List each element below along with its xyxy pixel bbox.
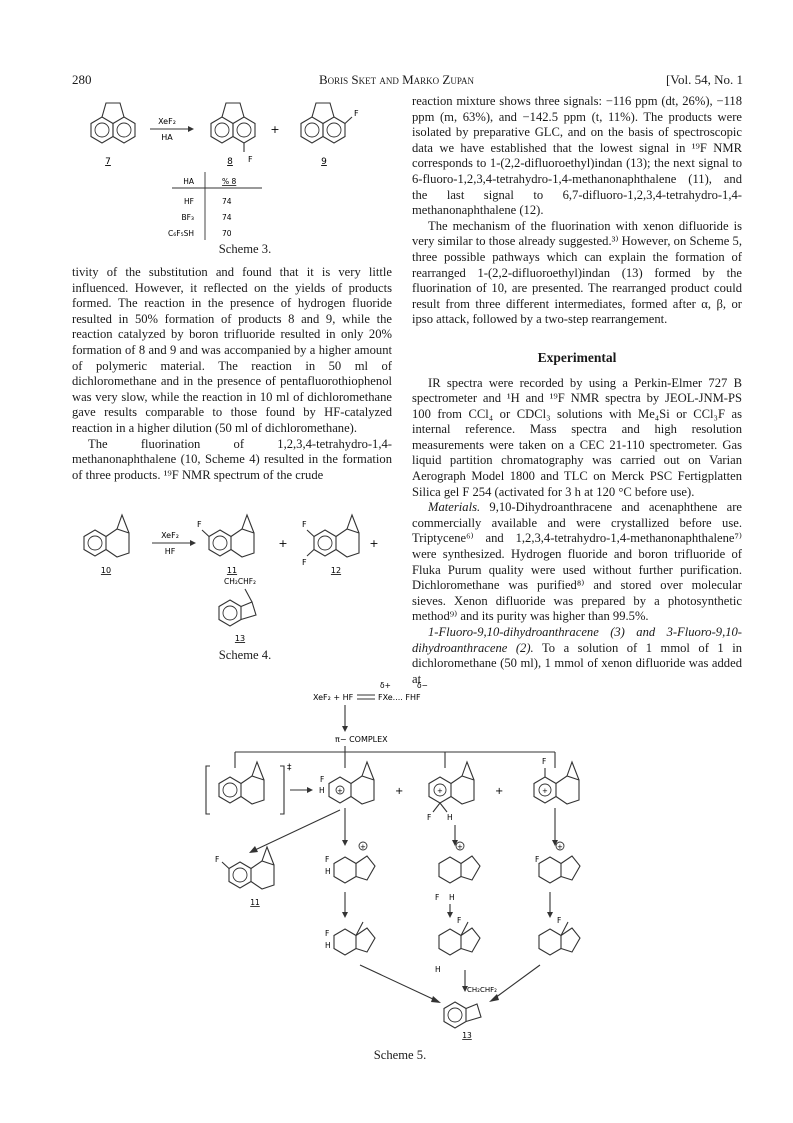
cation-a-charge: + — [360, 843, 366, 851]
scheme-3-caption: Scheme 3. — [218, 242, 272, 256]
intermediate-3c — [539, 922, 580, 955]
int-3c-fluorine: F — [557, 916, 562, 925]
scheme-3-diagram — [72, 92, 402, 264]
ipso-intermediate-structure — [534, 762, 579, 804]
scheme3-table-header-pct: % 8 — [222, 177, 237, 186]
beta-hydrogen: H — [447, 813, 453, 822]
scheme5-equation-left: XeF₂ + HF — [313, 693, 354, 702]
compound-9-structure — [301, 103, 352, 143]
scheme-5-caption: Scheme 5. — [373, 1048, 427, 1062]
compound-10-structure — [84, 515, 129, 557]
cation-b-charge: + — [457, 843, 463, 851]
scheme3-table-pct-row1: 74 — [222, 197, 232, 206]
scheme4-reagent-top: XeF₂ — [161, 531, 179, 540]
experimental-heading: Experimental — [537, 349, 617, 365]
product-13-sidechain: CH₂CHF₂ — [467, 986, 497, 994]
scheme-5-diagram — [195, 680, 615, 1040]
compound-9-fluorine: F — [354, 109, 359, 118]
compound-13-label: 13 — [234, 634, 246, 643]
compound-8-fluorine: F — [248, 155, 253, 164]
beta-intermediate-structure — [429, 762, 474, 812]
int-3a-fluorine: F — [325, 929, 330, 938]
compound-12-structure — [307, 515, 359, 557]
compound-7-structure — [91, 103, 135, 143]
product-11-label: 11 — [250, 898, 260, 907]
scheme5-plus-1: + — [395, 786, 404, 797]
right-paragraph-1: reaction mixture shows three signals: −116 ppm (dt, 26%), −118 ppm (m, 63%), and −142.5 ppm (t, 11%). The products were isolated by preparative GLC, and on the basis of spectroscopic data we have established that the lowest signal in ¹⁹F NMR corresponds to 1-(2,2-difluoroethyl)indan (13); the next signal to 6-fluoro-1,2,3,4-tetrahydro-1,4-methanonaphthalene (11), and the last signal to 6,7-difluoro-1,2,3,4-tetrahydro-1,4-methanonaphthalene (12). — [412, 94, 742, 218]
product-11-structure — [222, 847, 274, 889]
scheme3-table-pct-row3: 70 — [222, 229, 232, 238]
right-paragraph-2: The mechanism of the fluorination with xenon difluoride is very similar to those already suggested.³⁾ However, on Scheme 5, three possible pathways which can explain the formation of rearranged 1-(2,2-difluoroethyl)indan (13) formed by the fluorination of 10, are presented. The rearranged product could result from three different intermediates, formed after α, β, or ipso attack, followed by a two-step rearrangement. — [412, 218, 742, 327]
scheme3-table-ha-row2: BF₃ — [181, 213, 194, 222]
scheme5-delta-plus: δ+ — [380, 681, 391, 690]
right-paragraph-5 — [412, 625, 742, 687]
int-3b-fluorine: F — [457, 916, 462, 925]
scheme3-table-pct-row2: 74 — [222, 213, 232, 222]
right-column — [412, 94, 742, 687]
intermediate-3a — [334, 922, 375, 955]
synthesis-text: To a solution of 1 mmol of 1 in dichloromethane (50 ml), 1 mmol of xenon difluoride was added at — [412, 640, 743, 686]
product-13-label: 13 — [462, 1031, 472, 1040]
cation-a-fluorine: F — [325, 855, 330, 864]
alpha-intermediate-structure — [329, 762, 374, 804]
beta-fluorine: F — [427, 813, 432, 822]
product-13-structure — [444, 1002, 481, 1028]
compound-11-label: 11 — [226, 566, 238, 575]
scheme5-dagger: ‡ — [287, 763, 292, 773]
page-number: 280 — [72, 72, 92, 87]
alpha-fluorine: F — [320, 775, 325, 784]
compound-7-label: 7 — [105, 157, 111, 167]
compound-8-label: 8 — [227, 157, 233, 167]
materials-text: 9,10-Dihydroanthracene and acenaphthene are commercially available and were crystallized before use. Triptycene⁶⁾ and 1,2,3,4-tetrahydro-1,4-methanonaphthalene⁷⁾ were synthesized. Hydrogen fluoride and boron trifluoride of Fluka Purum quality were used without further purification. Dichloromethane was purified⁸⁾ and stored over molecular sieves. Xenon difluoride was prepared by a photosynthetic method⁹⁾ and its purity was higher than 99.5%. — [412, 500, 742, 624]
compound-12-fluorine-b: F — [302, 558, 307, 567]
product-11-fluorine: F — [215, 855, 220, 864]
scheme5-plus-2: + — [495, 786, 504, 797]
beta-cation: + — [437, 787, 443, 795]
scheme4-plus-2: + — [369, 537, 379, 550]
compound-8-structure — [211, 103, 255, 152]
cation-b-fluorine: F — [435, 893, 440, 902]
synthesis-title: 1-Fluoro-9,10-dihydroanthracene (3) and 3-Fluoro-9,10-dihydroanthracene (2). — [412, 625, 742, 655]
cation-a-hydrogen: H — [325, 867, 331, 876]
compound-12-label: 12 — [330, 566, 342, 575]
alpha-cation: + — [337, 787, 343, 795]
right-paragraph-3: IR spectra were recorded by using a Perkin-Elmer 727 B spectrometer and ¹H and ¹⁹F NMR spectra by JEOL-JNM-PS 100 from CCl₄ or CDCl₃ solutions with Me₄Si or CCl₃F as internal reference. Mass spectra and high resolution measurements were taken on a CEC 21-110 spectrometer. Gas liquid partition chromatography was carried out on Varian Aerograph Model 1800 and TLC on Merck PSC Fertigplatten Silica gel F 254 (activated for 3 h at 120 °C before use). — [412, 375, 742, 499]
right-paragraph-4 — [412, 500, 742, 625]
alpha-hydrogen: H — [319, 786, 325, 795]
scheme-4-diagram — [70, 505, 400, 655]
rearranged-cation-a — [334, 842, 375, 883]
compound-13-sidechain: CH₂CHF₂ — [223, 577, 257, 586]
int-3b-hydrogen: H — [435, 965, 441, 974]
intermediate-3b — [439, 922, 480, 955]
scheme3-reagent-bottom: HA — [161, 133, 173, 142]
compound-11-fluorine: F — [197, 520, 202, 529]
materials-label: Materials. — [428, 500, 481, 515]
compound-10-label: 10 — [100, 566, 112, 575]
pi-complex-structure — [206, 762, 284, 814]
running-head-authors: Boris Sket and Marko Zupan — [318, 72, 475, 87]
ipso-cation: + — [542, 787, 548, 795]
compound-9-label: 9 — [321, 157, 327, 167]
scheme5-equation-right: FXe.... FHF — [378, 693, 421, 702]
cation-b-hydrogen: H — [449, 893, 455, 902]
cation-c-charge: + — [557, 843, 563, 851]
scheme3-plus: + — [270, 123, 280, 136]
journal-reference: [Vol. 54, No. 1 — [665, 72, 743, 87]
scheme5-delta-minus: δ− — [417, 681, 428, 690]
cation-c-fluorine: F — [535, 855, 540, 864]
compound-12-fluorine-a: F — [302, 520, 307, 529]
scheme4-reagent-bottom: HF — [164, 547, 176, 556]
left-paragraph-1: tivity of the substitution and found that it is very little influenced. However, it reflected on the yields of products formed. The reaction in the presence of hydrogen fluoride resulted in 50% formation of products 8 and 9, while the reaction catalyzed by boron trifluoride resulted in only 20% formation of 8 and 9 and was accompanied by a higher amount of polymeric material. The reaction in 50 ml of dichloromethane and in the presence of pentafluorothiophenol was very slow, while the reaction in 10 ml of dichloromethane gave results comparable to those found by HF-catalyzed reaction in a higher dilution (50 ml of dichloromethane). — [72, 265, 392, 435]
scheme3-table-ha-row3: C₆F₅SH — [168, 229, 194, 238]
scheme5-complex-label: π− COMPLEX — [335, 735, 388, 744]
left-column — [72, 265, 392, 483]
scheme-4-caption: Scheme 4. — [218, 648, 272, 662]
scheme3-table-header-ha: HA — [183, 177, 194, 186]
int-3a-hydrogen: H — [325, 941, 331, 950]
scheme3-table-ha-row1: HF — [184, 197, 194, 206]
left-paragraph-2: The fluorination of 1,2,3,4-tetrahydro-1,4-methanonaphthalene (10, Scheme 4) resulted in the formation of three products. ¹⁹F NMR spectrum of the crude — [72, 436, 392, 482]
ipso-fluorine: F — [542, 757, 547, 766]
compound-13-structure — [219, 589, 256, 626]
compound-11-structure — [202, 515, 254, 557]
scheme3-reagent-top: XeF₂ — [158, 117, 176, 126]
scheme4-plus-1: + — [278, 537, 288, 550]
